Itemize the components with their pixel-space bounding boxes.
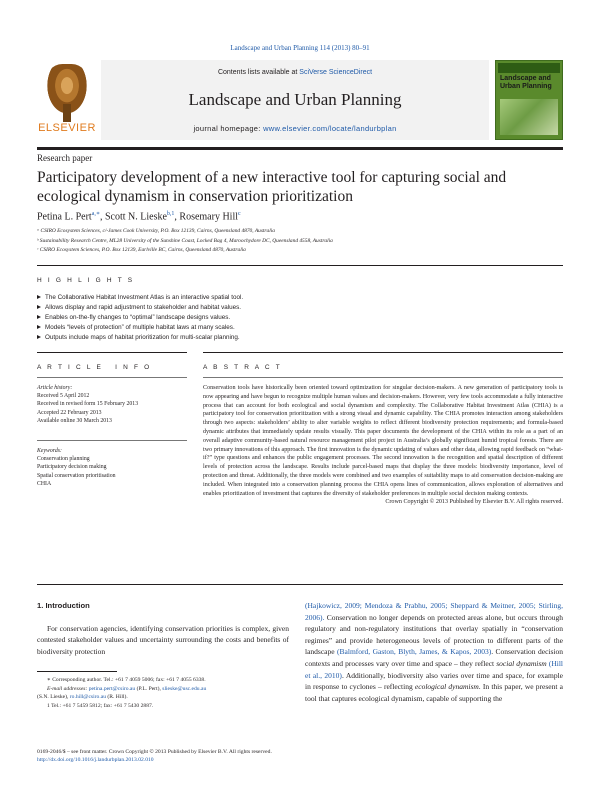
author-footnote: 1 Tel.: +61 7 5459 5812; fax: +61 7 5430 2887. — [47, 702, 154, 709]
corresponding-footnote: ∗ Corresponding author. Tel.: +61 7 4059 5006; fax: +61 7 4055 6338. — [47, 677, 206, 683]
author-list: Petina L. Pert$^{a,∗}$, Scott N. Lieske$^{b,1}$, Rosemary Hill$^c$ — [37, 211, 241, 223]
cover-image — [500, 99, 558, 135]
citation-link[interactable]: (Balmford, Gaston, Blyth, James, & Kapos, 2003) — [337, 647, 492, 657]
affiliation: ᵇ Sustainability Research Centre, ML28 University of the Sunshine Coast, Locked Bag 4, Maroochydore DC, Queensland 4558, Australia — [37, 237, 333, 244]
introduction-paragraph: For conservation agencies, identifying conservation priorities is complex, given contested stakeholder values and uncertainty surrounding the costs and benefits of biodiversity protection — [37, 623, 289, 656]
affiliation: ᵃ CSIRO Ecosystem Sciences, c/-James Cook University, P.O. Box 12139, Cairns, Queensland 4870, Australia — [37, 228, 275, 234]
author-name: Petina L. Pert — [37, 211, 92, 223]
footnote-rule — [37, 671, 117, 672]
abstract-text: Conservation tools have historically been oriented toward optimization for singular decision-makers. A new generation of participatory tools is now appearing and have begun to recognize multiple human values and decision-makers. However, very few tools accommodate a fully interactive process that can account for both ecological and social dynamism and complexity. The Collaborative Habitat Investment Atlas (CHIA) is a participatory tool for conservation prioritization with a strong visual and dynamic capability. The CHIA promotes interaction among stakeholders through two aspects: stakeholders’ ability to alter variable weights to reflect different biodiversity protection requirements; and formula-based dynamic attributes that immediately update results visually. This paper documents the development of the CHIA within its role as a part of an overall adaptive community-based natural resource management pilot project in Australia’s globally significant humid tropical forests. There are two primary innovations of this approach. The first innovation is the dynamic updating of values and other data, allowing rapid feedback on “what-if?” type questions and enhances the public engagement processes. The second innovation is the recognition and spatial description of different levels of protection across the landscape. Results include parcel-based maps that display the three models: biodiversity importance, level of protection and threat. Additionally, the three models were combined and two examples of suitability maps to aid conservation decision-making are included. When integrated into a conservation planning process the CHIA opens lines of communication, allows exploration of alternatives and enables prioritization of investment that captures the diversity of stakeholder preferences in multiple social decision making contexts. — [203, 385, 563, 497]
article-info-label: A R T I C L E I N F O — [37, 364, 152, 371]
author-name: Scott N. Lieske — [104, 211, 167, 223]
abstract-label: A B S T R A C T — [203, 364, 282, 371]
keyword: Spatial conservation prioritisation — [37, 472, 116, 479]
keyword: Participatory decision making — [37, 464, 107, 471]
bullet-arrow-icon — [37, 295, 41, 299]
journal-homepage: journal homepage: www.elsevier.com/locate/landurbplan — [193, 124, 397, 133]
highlight-item: Models “levels of protection” of multiple habitat laws at many scales. — [37, 323, 557, 333]
article-info-rule — [37, 352, 187, 353]
journal-title: Landscape and Urban Planning — [188, 90, 402, 109]
introduction-right-column: (Hajkowicz, 2009; Mendoza & Prabhu, 2005; Sheppard & Meitner, 2005; Stirling, 2006). Conservation no longer depends on protected areas alone, but occurs through regulatory and non-regulatory institutions that overlay spatially in “conservation regimes” and provide heterogeneous levels of protection to different parts of the landscape (Balmford, Gaston, Blyth, James, & Kapos, 2003). Conservation decision contexts and processes vary over time and space – they reflect social dynamism (Hill et al., 2010). Additionally, biodiversity also varies over time and space, for example in response to cyclones – reflecting ecological dynamism. In this paper, we present a tool that captures ecological dynamism, capable of supporting the — [305, 601, 564, 703]
history-item: Received in revised form 15 February 2013 — [37, 401, 139, 408]
highlights-list — [37, 293, 557, 343]
affiliation: ᶜ CSIRO Ecosystem Sciences, P.O. Box 12139, Earlville BC, Cairns, Queensland 4870, Australia — [37, 247, 246, 253]
bullet-arrow-icon — [37, 325, 41, 329]
publisher-name: ELSEVIER — [38, 122, 96, 134]
citation-link[interactable]: (Hill et al., 2010) — [305, 658, 563, 680]
history-item: Received 5 April 2012 — [37, 393, 90, 400]
citation-link[interactable]: (Hajkowicz, 2009; Mendoza & Prabhu, 2005; Sheppard & Meitner, 2005; Stirling, 2006). — [305, 601, 563, 622]
article-info — [37, 384, 187, 488]
masthead — [37, 60, 563, 142]
bullet-arrow-icon — [37, 315, 41, 319]
introduction-left-column — [37, 600, 289, 657]
abstract-rule — [203, 352, 563, 353]
history-item: Available online 30 March 2013 — [37, 417, 112, 424]
highlight-item: The Collaborative Habitat Investment Atlas is an interactive spatial tool. — [37, 293, 557, 303]
homepage-link[interactable]: www.elsevier.com/locate/landurbplan — [263, 124, 397, 133]
email-footnote-cont: (S.N. Lieske), ro.hill@csiro.au (R. Hill). — [37, 694, 128, 701]
highlights-rule-top — [37, 265, 563, 266]
author-affil-ref[interactable]: b,1 — [166, 211, 175, 217]
email-link[interactable]: slieske@usc.edu.au — [162, 685, 207, 692]
keywords-label: Keywords: — [37, 448, 62, 455]
issn-line: 0169-2046/$ – see front matter. Crown Copyright © 2013 Published by Elsevier B.V. All rights reserved. — [37, 749, 272, 755]
highlight-item: Outputs include maps of habitat prioritization for multi-scalar planning. — [37, 333, 557, 343]
journal-reference[interactable]: Landscape and Urban Planning 114 (2013) 80–91 — [230, 44, 370, 52]
journal-cover[interactable] — [495, 60, 563, 140]
footnotes — [37, 676, 289, 710]
bullet-arrow-icon — [37, 305, 41, 309]
sciencedirect-link[interactable]: SciVerse ScienceDirect — [299, 69, 373, 76]
history-item: Accepted 22 February 2013 — [37, 409, 102, 416]
author-affil-ref[interactable]: c — [238, 211, 241, 217]
doi-link[interactable]: http://dx.doi.org/10.1016/j.landurbplan.2013.02.010 — [37, 757, 154, 764]
email-link[interactable]: ro.hill@csiro.au — [69, 694, 107, 701]
article-type: Research paper — [37, 153, 93, 163]
email-link[interactable]: petina.pert@csiro.au — [88, 685, 136, 692]
history-label: Article history: — [37, 385, 73, 391]
email-footnote: E-mail addresses: petina.pert@csiro.au (P.L. Pert), slieske@usc.edu.au — [47, 685, 207, 692]
elsevier-logo[interactable] — [37, 60, 97, 140]
highlight-item: Enables on-the-fly changes to “optimal” landscape designs values. — [37, 313, 557, 323]
section-heading: 1. Introduction — [37, 601, 90, 610]
bullet-arrow-icon — [37, 335, 41, 339]
affiliations — [37, 227, 557, 256]
journal-header-box — [101, 60, 489, 140]
keyword: Conservation planning — [37, 456, 90, 463]
article-title: Participatory development of a new interactive tool for capturing social and ecological dynamism in conservation prioritization — [37, 169, 507, 205]
abstract-copyright: Crown Copyright © 2013 Published by Elsevier B.V. All rights reserved. — [385, 499, 563, 506]
highlights-label: H I G H L I G H T S — [37, 277, 135, 284]
abstract-bottom-rule — [37, 584, 563, 585]
front-matter-info — [37, 748, 563, 765]
author-name: Rosemary Hill — [179, 211, 239, 223]
contents-line: Contents lists available at SciVerse ScienceDirect — [217, 69, 373, 76]
highlight-item: Allows display and rapid adjustment to stakeholder and habitat values. — [37, 303, 557, 313]
masthead-rule — [37, 147, 563, 150]
author-affil-ref[interactable]: a,∗ — [91, 211, 100, 217]
abstract-body — [203, 384, 563, 507]
cover-title: Landscape and Urban Planning — [500, 75, 552, 90]
keyword: CHIA — [37, 480, 52, 487]
